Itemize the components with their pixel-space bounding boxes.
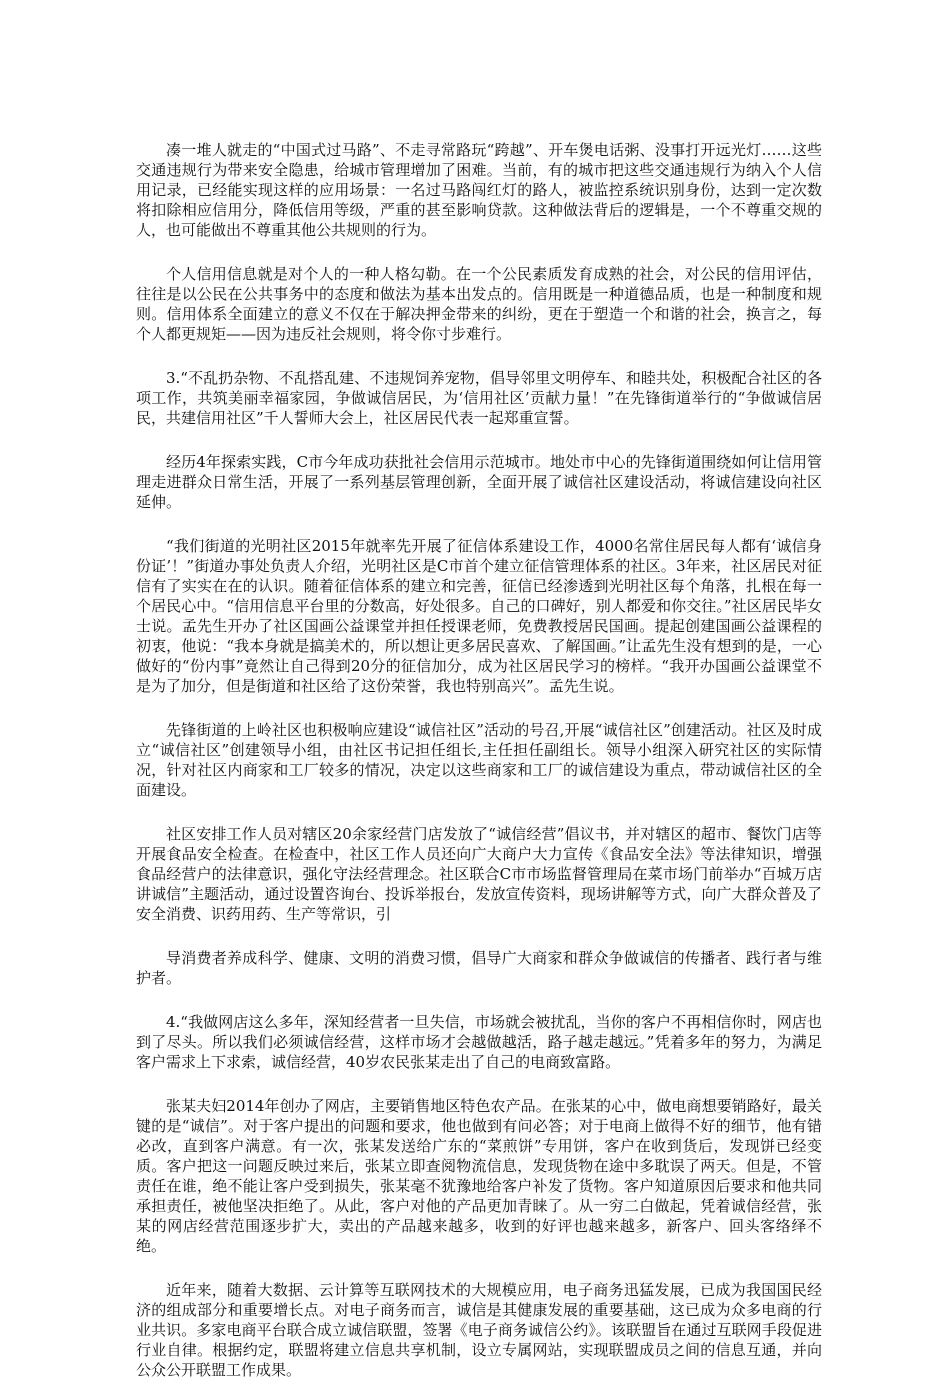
paragraph-4: 经历4年探索实践，C市今年成功获批社会信用示范城市。地处市中心的先锋街道围绕如何让信用管理走进群众日常生活，开展了一系列基层管理创新，全面开展了诚信社区建设活动，将诚信建设向社区延伸。 (136, 453, 822, 511)
paragraph-6: 先锋街道的上岭社区也积极响应建设“诚信社区”活动的号召,开展“诚信社区”创建活动。社区及时成立“诚信社区”创建领导小组，由社区书记担任组长,主任担任副组长。领导小组深入研究社区的实际情况，针对社区内商家和工厂较多的情况，决定以这些商家和工厂的诚信建设为重点，带动诚信社区的全面建设。 (136, 721, 822, 799)
paragraph-9: 4.“我做网店这么多年，深知经营者一旦失信，市场就会被扰乱，当你的客户不再相信你时，网店也到了尽头。所以我们必须诚信经营，这样市场才会越做越活，路子越走越远。”凭着多年的努力，为满足客户需求上下求索，诚信经营，40岁农民张某走出了自己的电商致富路。 (136, 1013, 822, 1071)
paragraph-11: 近年来，随着大数据、云计算等互联网技术的大规模应用，电子商务迅猛发展，已成为我国国民经济的组成部分和重要增长点。对电子商务而言，诚信是其健康发展的重要基础，这已成为众多电商的行业共识。多家电商平台联合成立诚信联盟，签署《电子商务诚信公约》。该联盟旨在通过互联网手段促进行业自律。根据约定，联盟将建立信息共享机制，设立专属网站，实现联盟成员之间的信息互通，并向公众公开联盟工作成果。 (136, 1281, 822, 1379)
document-body (136, 140, 822, 1380)
paragraph-5: “我们街道的光明社区2015年就率先开展了征信体系建设工作，4000名常住居民每人都有‘诚信身份证’！”街道办事处负责人介绍，光明社区是C市首个建立征信管理体系的社区。3年来，社区居民对征信有了实实在在的认识。随着征信体系的建立和完善，征信已经渗透到光明社区每个角落，扎根在每一个居民心中。“信用信息平台里的分数高，好处很多。自己的口碑好，别人都爱和你交往。”社区居民毕女士说。孟先生开办了社区国画公益课堂并担任授课老师，免费教授居民国画。提起创建国画公益课程的初衷，他说：“我本身就是搞美术的，所以想让更多居民喜欢、了解国画。”让孟先生没有想到的是，一心做好的“份内事”竟然让自己得到20分的征信加分，成为社区居民学习的榜样。“我开办国画公益课堂不是为了加分，但是街道和社区给了这份荣誉，我也特别高兴”。孟先生说。 (136, 537, 822, 695)
paragraph-8: 导消费者养成科学、健康、文明的消费习惯，倡导广大商家和群众争做诚信的传播者、践行者与维护者。 (136, 949, 822, 987)
paragraph-3: 3.“不乱扔杂物、不乱搭乱建、不违规饲养宠物，倡导邻里文明停车、和睦共处，积极配合社区的各项工作，共筑美丽幸福家园，争做诚信居民，为‘信用社区’贡献力量！”在先锋街道举行的“争做诚信居民，共建信用社区”千人誓师大会上，社区居民代表一起郑重宣誓。 (136, 369, 822, 427)
paragraph-2: 个人信用信息就是对个人的一种人格勾勒。在一个公民素质发育成熟的社会，对公民的信用评估，往往是以公民在公共事务中的态度和做法为基本出发点的。信用既是一种道德品质，也是一种制度和规则。信用体系全面建立的意义不仅在于解决押金带来的纠纷，更在于塑造一个和谐的社会，换言之，每个人都更规矩——因为违反社会规则，将令你寸步难行。 (136, 265, 822, 343)
paragraph-7: 社区安排工作人员对辖区20余家经营门店发放了“诚信经营”倡议书，并对辖区的超市、餐饮门店等开展食品安全检查。在检查中，社区工作人员还向广大商户大力宣传《食品安全法》等法律知识，增强食品经营户的法律意识，强化守法经营理念。社区联合C市市场监督管理局在菜市场门前举办“百城万店讲诚信”主题活动，通过设置咨询台、投诉举报台，发放宣传资料，现场讲解等方式，向广大群众普及了安全消费、识药用药、生产等常识，引 (136, 825, 822, 923)
paragraph-10: 张某夫妇2014年创办了网店，主要销售地区特色农产品。在张某的心中，做电商想要销路好，最关键的是“诚信”。对于客户提出的问题和要求，他也做到有问必答；对于电商上做得不好的细节，他有错必改，直到客户满意。有一次，张某发送给广东的“菜煎饼”专用饼，客户在收到货后，发现饼已经变质。客户把这一问题反映过来后，张某立即查阅物流信息，发现货物在途中多耽误了两天。但是，不管责任在谁，绝不能让客户受到损失，张某毫不犹豫地给客户补发了货物。客户知道原因后要求和他共同承担责任，被他坚决拒绝了。从此，客户对他的产品更加青睐了。从一穷二白做起，凭着诚信经营，张某的网店经营范围逐步扩大，卖出的产品越来越多，收到的好评也越来越多，新客户、回头客络绎不绝。 (136, 1097, 822, 1255)
paragraph-1: 凑一堆人就走的“中国式过马路”、不走寻常路玩“跨越”、开车煲电话粥、没事打开远光灯……这些交通违规行为带来安全隐患，给城市管理增加了困难。当前，有的城市把这些交通违规行为纳入个人信用记录，已经能实现这样的应用场景：一名过马路闯红灯的路人，被监控系统识别身份，达到一定次数将扣除相应信用分，降低信用等级，严重的甚至影响贷款。这种做法背后的逻辑是，一个不尊重交规的人，也可能做出不尊重其他公共规则的行为。 (136, 141, 822, 239)
